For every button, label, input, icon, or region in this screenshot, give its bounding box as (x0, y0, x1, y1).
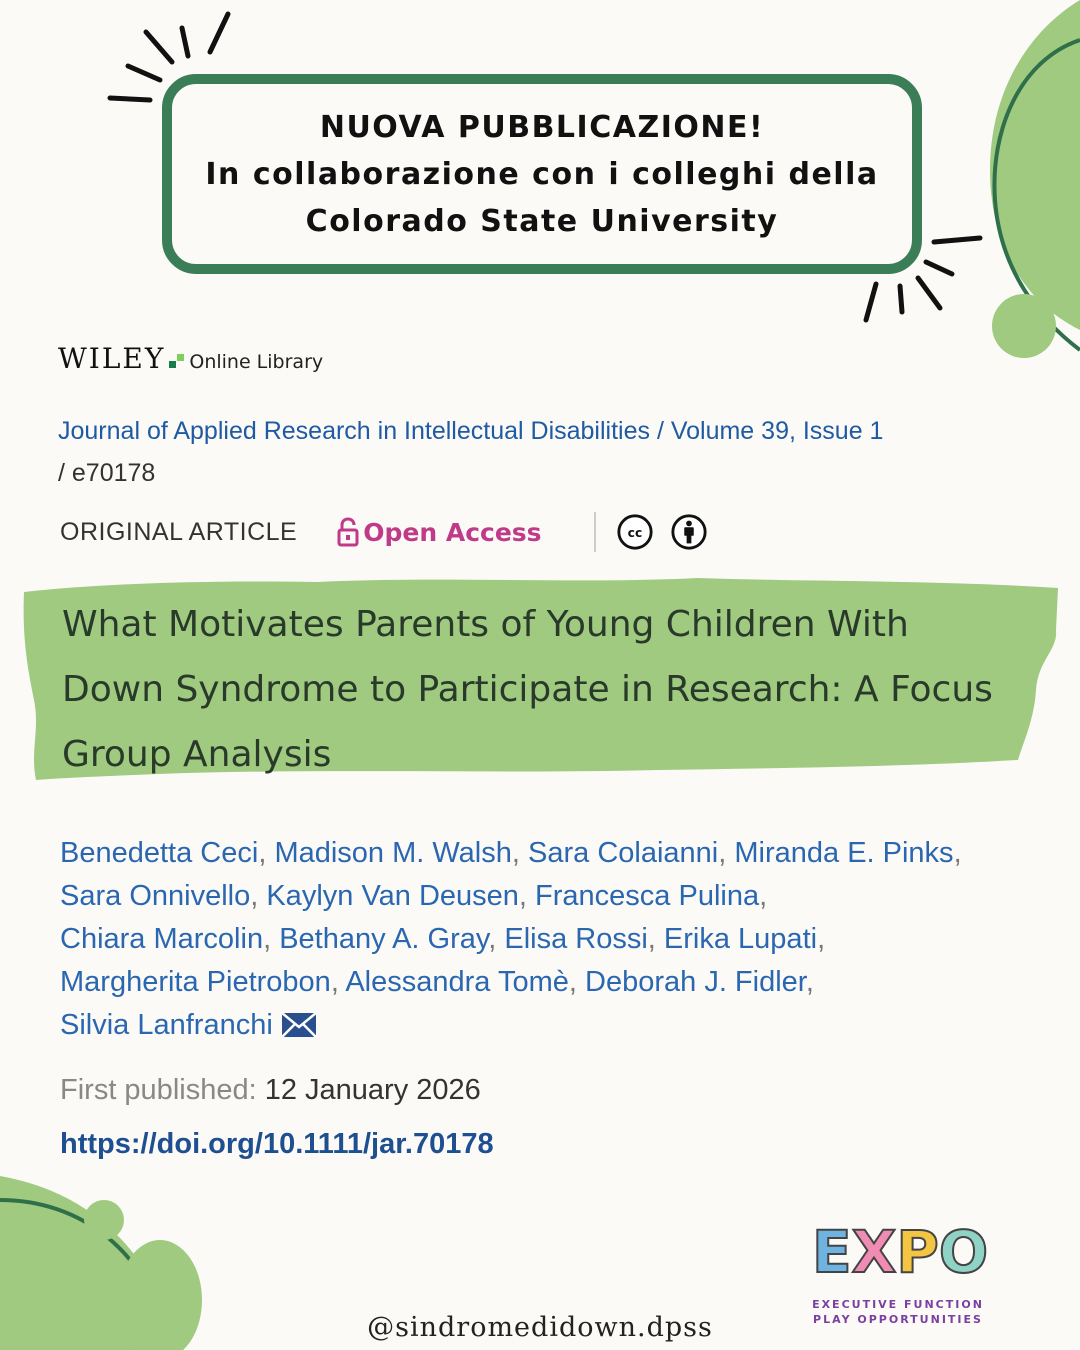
author-link[interactable]: Madison M. Walsh (274, 837, 512, 869)
creative-commons-icon[interactable] (616, 513, 654, 551)
author-link[interactable]: Sara Onnivello (60, 880, 251, 912)
article-id-separator: / (58, 459, 72, 487)
author-link[interactable]: Miranda E. Pinks (734, 837, 954, 869)
wiley-logo (58, 342, 323, 375)
banner-university: Colorado State University (305, 203, 779, 239)
title-line: What Motivates Parents of Young Children With (62, 604, 909, 645)
expo-letter: E (812, 1218, 852, 1286)
announcement-banner (162, 74, 922, 274)
first-published (60, 1074, 481, 1107)
wiley-dots-icon (169, 352, 185, 368)
svg-text:cc: cc (627, 525, 642, 540)
article-meta-row (60, 510, 708, 554)
author-link[interactable]: Chiara Marcolin (60, 923, 264, 955)
author-link[interactable]: Silvia Lanfranchi (60, 1009, 273, 1041)
expo-letter: P (896, 1218, 939, 1286)
author-link[interactable]: Bethany A. Gray (279, 923, 489, 955)
banner-headline: NUOVA PUBBLICAZIONE! (319, 109, 765, 145)
first-published-date: 12 January 2026 (264, 1074, 481, 1106)
author-link[interactable]: Alessandra Tomè (345, 966, 569, 998)
open-access-label: Open Access (363, 517, 542, 547)
article-title (62, 592, 1042, 787)
social-handle: @sindromedidown.dpss (367, 1312, 713, 1343)
author-link[interactable]: Erika Lupati (663, 923, 818, 955)
title-line: Down Syndrome to Participate in Research: A Focus (62, 669, 993, 710)
author-link[interactable]: Sara Colaianni (528, 837, 719, 869)
article-type-label: ORIGINAL ARTICLE (60, 517, 298, 546)
envelope-icon[interactable] (281, 1012, 317, 1038)
online-library-label: Online Library (189, 351, 324, 373)
author-link[interactable]: Deborah J. Fidler (585, 966, 806, 998)
author-link[interactable]: Margherita Pietrobon (60, 966, 331, 998)
journal-link[interactable]: Journal of Applied Research in Intellectual Disabilities / Volume 39, Issue 1 (58, 417, 884, 445)
banner-subline: In collaborazione con i colleghi della (205, 156, 879, 192)
author-link[interactable]: Kaylyn Van Deusen (266, 880, 519, 912)
first-published-label: First published: (60, 1074, 257, 1106)
author-link[interactable]: Elisa Rossi (504, 923, 648, 955)
attribution-icon[interactable] (670, 513, 708, 551)
doi-link[interactable]: https://doi.org/10.1111/jar.70178 (60, 1128, 494, 1160)
wiley-brand: WILEY (58, 342, 166, 375)
expo-tagline: PLAY OPPORTUNITIES (813, 1313, 983, 1326)
expo-letter: O (938, 1218, 989, 1286)
expo-letter: X (851, 1218, 897, 1286)
title-line: Group Analysis (62, 734, 332, 775)
author-link[interactable]: Francesca Pulina (535, 880, 760, 912)
expo-wordmark (812, 1218, 988, 1286)
expo-tagline: EXECUTIVE FUNCTION (812, 1298, 984, 1311)
open-access-badge[interactable] (337, 517, 541, 547)
article-id: e70178 (71, 459, 156, 487)
author-link[interactable]: Benedetta Ceci (60, 837, 259, 869)
journal-breadcrumb (58, 410, 1008, 494)
unlock-icon (337, 517, 359, 547)
author-list: Benedetta Ceci, Madison M. Walsh, Sara Colaianni, Miranda E. Pinks, Sara Onnivello, Kaylyn Van Deusen, Francesca Pulina, Chiara Marcolin, Bethany A. Gray, Elisa Rossi, Erika Lupati, Margherita Pietrobon, Alessandra Tomè, Deborah J. Fidler, Silvia Lanfranchi (60, 837, 962, 1041)
meta-divider (594, 512, 596, 552)
